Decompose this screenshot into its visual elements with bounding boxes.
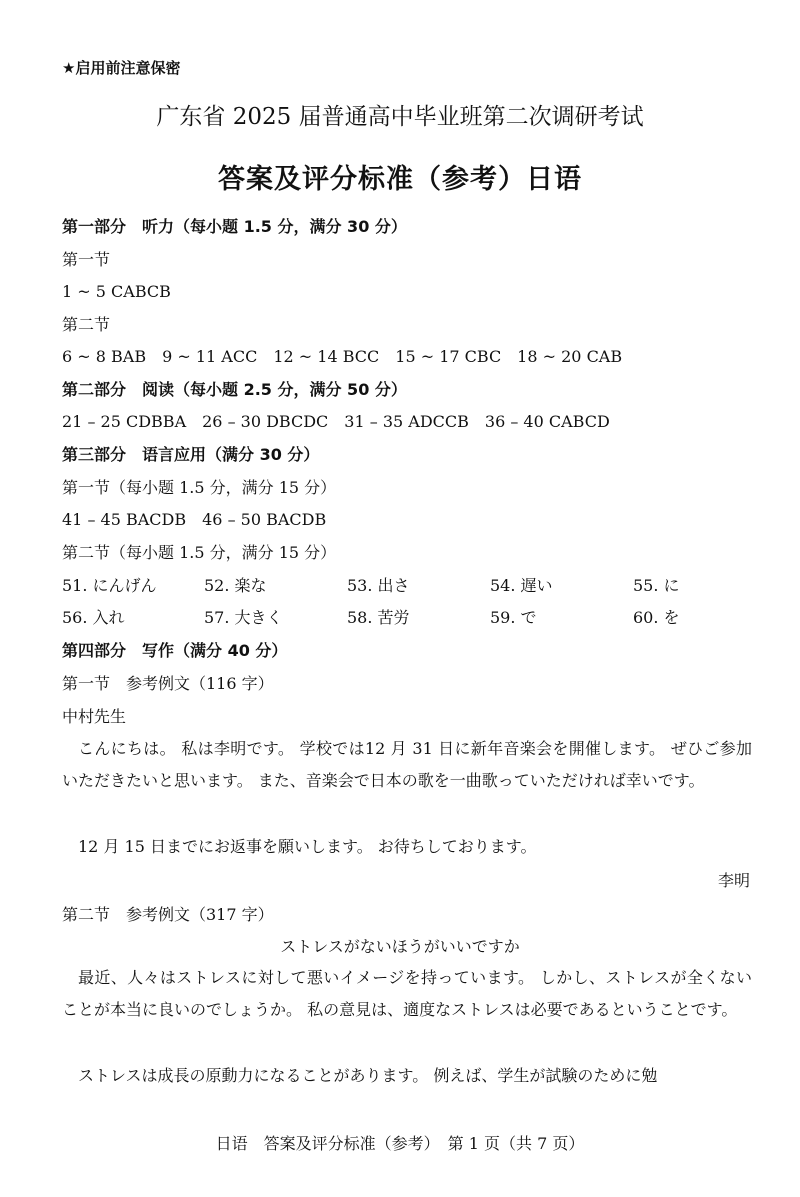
essay-paragraph-1: 最近、人々はストレスに対して悪いイメージを持っています。 しかし、ストレスが全くないことが本当に良いのでしょうか。 私の意見は、適度なストレスは必要であるということです。	[62, 968, 752, 1019]
part4-heading: 第四部分 写作（满分 40 分）	[62, 641, 288, 660]
fill-answer: 51. にんげん	[62, 576, 157, 595]
part1-section2-answers: 6 ~ 8 BAB 9 ~ 11 ACC 12 ~ 14 BCC 15 ~ 17 CBC 18 ~ 20 CAB	[62, 347, 623, 366]
confidential-notice: ★启用前注意保密	[62, 59, 181, 77]
part3-section1-label: 第一节（每小题 1.5 分，满分 15 分）	[62, 478, 337, 497]
fill-answer: 56. 入れ	[62, 608, 125, 627]
part4-section2-label: 第二节 参考例文（317 字）	[62, 905, 274, 924]
part1-section1-answers: 1 ~ 5 CABCB	[62, 282, 171, 301]
essay-title: ストレスがないほうがいいですか	[280, 937, 520, 956]
document-title: 答案及评分标准（参考）日语	[218, 164, 582, 195]
part2-answers: 21 – 25 CDBBA 26 – 30 DBCDC 31 – 35 ADCCB 36 – 40 CABCD	[62, 412, 610, 431]
part3-section2-label: 第二节（每小题 1.5 分，满分 15 分）	[62, 543, 337, 562]
part3-section1-answers: 41 – 45 BACDB 46 – 50 BACDB	[62, 510, 327, 529]
letter-paragraph-2: 12 月 15 日までにお返事を願いします。 お待ちしております。	[78, 837, 537, 856]
fill-answer: 54. 遅い	[490, 576, 553, 595]
fill-answer: 60. を	[633, 608, 680, 627]
fill-answer: 58. 苦労	[347, 608, 410, 627]
part1-section1-label: 第一节	[62, 250, 111, 269]
fill-answer: 57. 大きく	[204, 608, 283, 627]
part1-heading: 第一部分 听力（每小题 1.5 分，满分 30 分）	[62, 217, 407, 236]
letter-paragraph-1: こんにちは。 私は李明です。 学校では12 月 31 日に新年音楽会を開催します。 ぜひご参加いただきたいと思います。 また、音楽会で日本の歌を一曲歌っていただければ幸いです。	[62, 739, 752, 790]
essay-paragraph-2: ストレスは成長の原動力になることがあります。 例えば、学生が試験のために勉	[78, 1066, 658, 1085]
page-footer: 日语 答案及评分标准（参考） 第 1 页（共 7 页）	[215, 1134, 585, 1153]
part4-section1-label: 第一节 参考例文（116 字）	[62, 674, 274, 693]
fill-answer: 55. に	[633, 576, 680, 595]
exam-title: 广东省 2025 届普通高中毕业班第二次调研考试	[156, 104, 644, 130]
part1-section2-label: 第二节	[62, 315, 111, 334]
part3-heading: 第三部分 语言应用（满分 30 分）	[62, 445, 320, 464]
fill-answer: 59. で	[490, 608, 537, 627]
fill-answer: 52. 楽な	[204, 576, 267, 595]
letter-recipient: 中村先生	[62, 707, 127, 726]
letter-signature: 李明	[717, 871, 750, 890]
fill-answer: 53. 出さ	[347, 576, 410, 595]
part2-heading: 第二部分 阅读（每小题 2.5 分，满分 50 分）	[62, 380, 407, 399]
